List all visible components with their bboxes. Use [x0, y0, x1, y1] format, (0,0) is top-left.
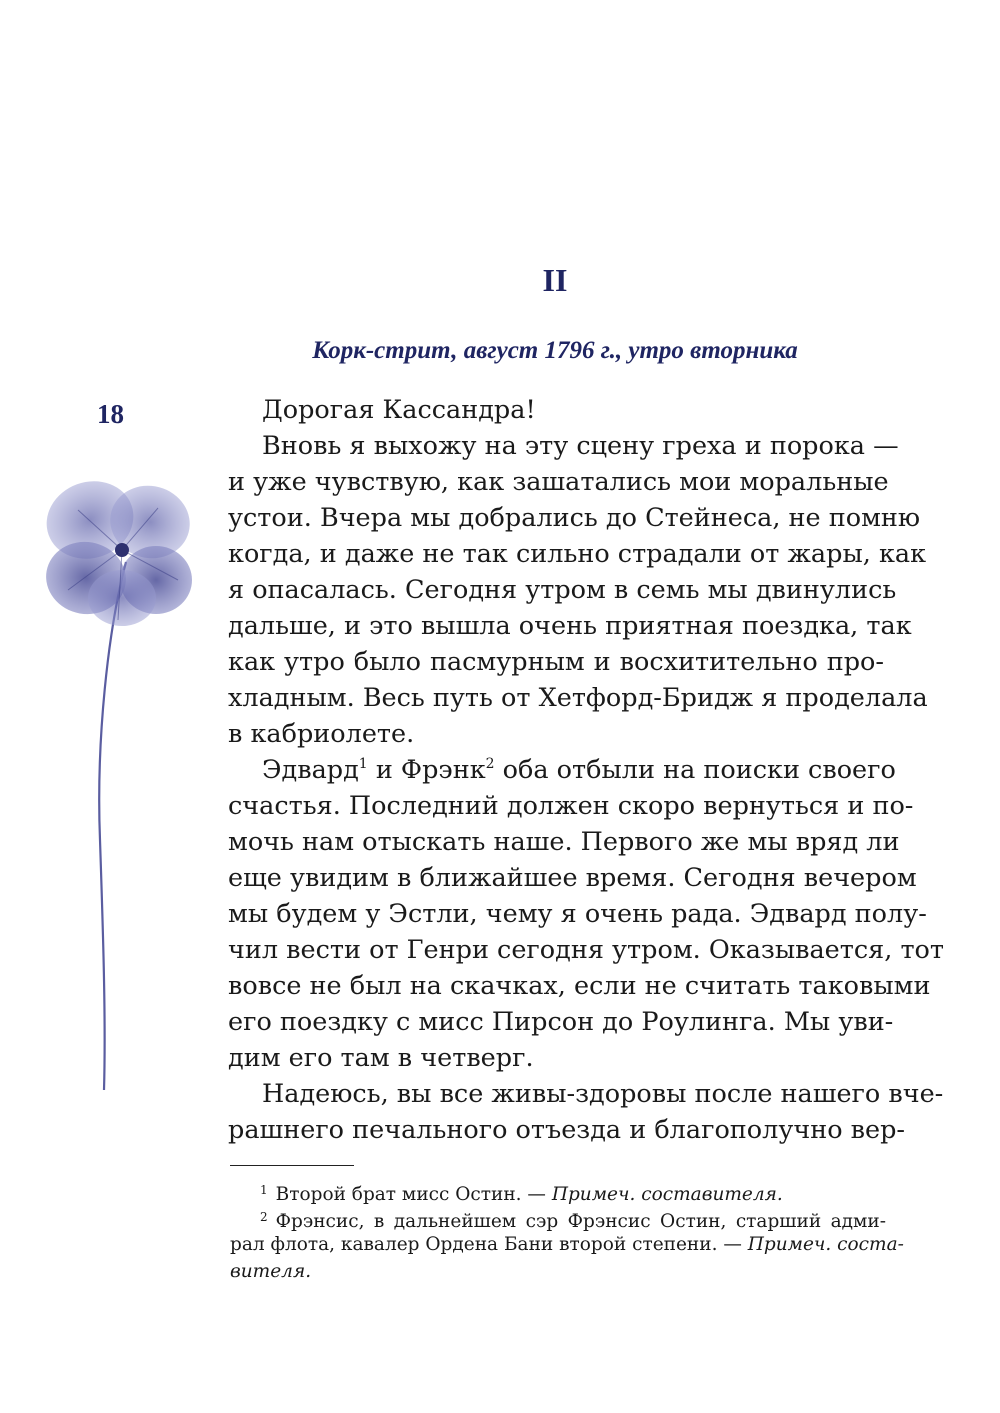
text-line: дим его там в четверг. — [228, 1043, 534, 1073]
text-line: вовсе не был на скачках, если не считать таковыми — [228, 971, 931, 1001]
footnote-ref-2[interactable]: 2 — [485, 756, 495, 772]
footnote-text: Второй брат мисс Остин. — — [275, 1184, 552, 1205]
footnote-ref-1[interactable]: 1 — [358, 756, 368, 772]
footnote-2-cont — [230, 1231, 904, 1258]
footnotes — [230, 1177, 904, 1285]
text-line: чил вести от Генри сегодня утром. Оказывается, тот — [228, 935, 945, 965]
footnote-note: вителя. — [230, 1261, 312, 1282]
footnote-mark: 2 — [260, 1210, 268, 1224]
text-line — [228, 752, 896, 788]
text-line: мы будем у Эстли, чему я очень рада. Эдвард полу- — [228, 899, 927, 929]
text-line: счастья. Последний должен скоро вернуться и по- — [228, 791, 914, 821]
pressed-flower-icon — [38, 480, 198, 1100]
text-line: дальше, и это вышла очень приятная поездка, так — [228, 611, 912, 641]
text-line: и уже чувствую, как зашатались мои моральные — [228, 467, 889, 497]
text-line: я опасалась. Сегодня утром в семь мы двинулись — [228, 575, 897, 605]
text-line: Надеюсь, вы все живы-здоровы после нашего вче- — [262, 1079, 944, 1109]
paragraph-1 — [228, 428, 928, 752]
footnote-text: рал флота, кавалер Ордена Бани второй степени. — — [230, 1234, 748, 1255]
text-run: оба отбыли на поиски своего — [494, 755, 896, 785]
letter-body — [228, 392, 945, 1148]
footnote-note: Примеч. соста- — [747, 1234, 904, 1255]
text-line: Вновь я выхожу на эту сцену греха и порока — — [262, 431, 899, 461]
text-run: и Фрэнк — [367, 755, 486, 785]
footnote-text: Фрэнсис, в дальнейшем сэр Фрэнсис Остин, старший адми- — [275, 1211, 886, 1232]
paragraph-2 — [228, 752, 945, 1076]
text-line: хладным. Весь путь от Хетфорд-Бридж я проделала — [228, 683, 928, 713]
text-line: когда, и даже не так сильно страдали от жары, как — [228, 539, 927, 569]
footnote-divider — [230, 1165, 354, 1166]
chapter-number: II — [542, 262, 568, 298]
text-line: еще увидим в ближайшее время. Сегодня вечером — [228, 863, 917, 893]
chapter-subtitle: Корк-стрит, август 1796 г., утро вторника — [312, 337, 798, 364]
text-line: мочь нам отыскать наше. Первого же мы вряд ли — [228, 827, 900, 857]
paragraph-3 — [228, 1076, 944, 1148]
footnote-mark: 1 — [260, 1183, 268, 1197]
text-line: рашнего печального отъезда и благополучно вер- — [228, 1115, 906, 1145]
text-line: его поездку с мисс Пирсон до Роулинга. Мы уви- — [228, 1007, 894, 1037]
footnote-note: Примеч. составителя. — [551, 1184, 783, 1205]
text-run: Эдвард — [262, 755, 359, 785]
text-line: устои. Вчера мы добрались до Стейнеса, не помню — [228, 503, 921, 533]
footnote-2 — [230, 1204, 886, 1231]
text-line: в кабриолете. — [228, 719, 415, 749]
footnote-2-end — [230, 1258, 886, 1285]
page-number: 18 — [97, 399, 124, 429]
text-line: как утро было пасмурным и восхитительно про- — [228, 647, 884, 677]
letter-salutation: Дорогая Кассандра! — [262, 395, 536, 425]
footnote-1 — [230, 1177, 886, 1204]
